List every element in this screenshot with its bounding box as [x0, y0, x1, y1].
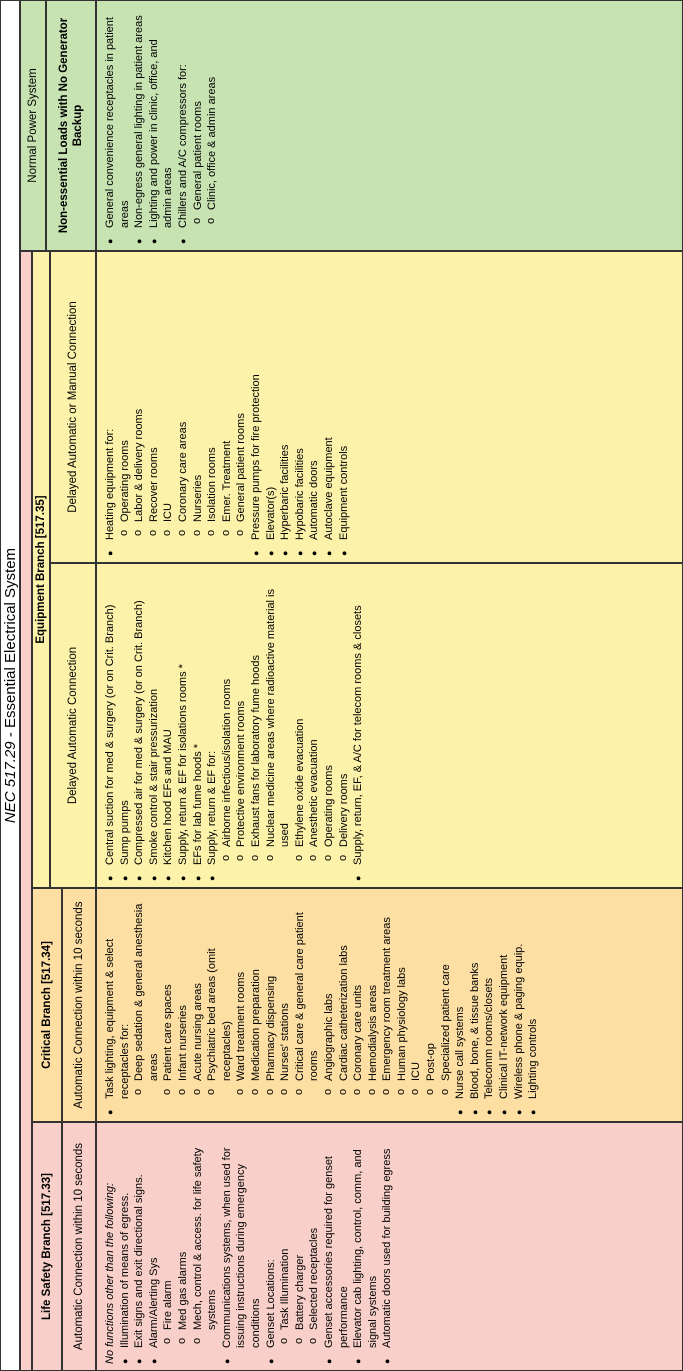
normal-system-header — [20, 0, 46, 251]
list-item: ● Exit signs and exit directional signs. — [132, 1129, 147, 1364]
list-item: ● Elevator cab lighting, control, comm, and signal systems — [351, 1129, 380, 1364]
list-item: ● Supply, return & EF for isolations rooms * — [176, 570, 191, 881]
nonessential-label: Non-essential Loads with No Generator Backup — [58, 17, 84, 234]
sub-list-item: o Delivery rooms — [337, 570, 352, 881]
sub-list-item: o Medication preparation — [249, 895, 264, 1115]
list-item: ● Clinical IT-network equipment — [497, 895, 512, 1115]
nonessential-header — [46, 0, 96, 251]
sub-list-item: o Specialized patient care — [439, 895, 454, 1115]
list-item: ● Genset Locations: — [264, 1129, 279, 1364]
sub-list-item: o Infant nurseries — [176, 895, 191, 1115]
sub-list-item: o Selected receptacles — [307, 1129, 322, 1364]
sub-list-item: o Recover rooms — [147, 258, 162, 556]
sub-list-item: o Nurseries — [191, 258, 206, 556]
sub-list-item: o Clinic, office & admin areas — [205, 7, 220, 244]
critical-branch-label: Critical Branch [517.34] — [41, 941, 53, 1069]
sub-list-item: o Ethylene oxide evacuation — [293, 570, 308, 881]
critical-connection — [62, 888, 96, 1122]
title-rest: - Essential Electrical System — [2, 547, 19, 742]
list-item: ● Lighting controls — [526, 895, 541, 1115]
life-safety-connection-label: Automatic Connection within 10 seconds — [73, 1142, 85, 1351]
sub-list-item: o Deep sedation & general anesthesia areas — [132, 895, 161, 1115]
delayed-auto-label: Delayed Automatic Connection — [67, 646, 79, 805]
list-item: ● Sump pumps — [118, 570, 133, 881]
sub-list-item: o Mech, control & access. for life safety systems — [191, 1129, 220, 1364]
sub-list-item: o Post-op — [424, 895, 439, 1115]
life-safety-connection — [62, 1122, 96, 1371]
list-item: ● Illumination of means of egress. — [118, 1129, 133, 1364]
list-item: ● Blood, bone, & tissue banks — [468, 895, 483, 1115]
sub-list-item: o Emergency room treatment areas — [380, 895, 395, 1115]
list-item: ● Wireless phone & paging equip. — [512, 895, 527, 1115]
list-item: ● Smoke control & stair pressurization — [147, 570, 162, 881]
sub-list-item: o Hemodialysis areas — [366, 895, 381, 1115]
equipment-manual-list — [96, 251, 683, 563]
sub-list-item: o Operating rooms — [322, 570, 337, 881]
equipment-delayed-auto-header — [50, 563, 96, 888]
sub-list-item: o Pharmacy dispensing — [264, 895, 279, 1115]
list-item: ● Heating equipment for: — [103, 258, 118, 556]
sub-list-item: o Coronary care areas — [176, 258, 191, 556]
list-item: ● Lighting and power in clinic, office, and admin areas — [147, 7, 176, 244]
sub-list-item: o ICU — [409, 895, 424, 1115]
sub-list-item: o Critical care & general care patient rooms — [293, 895, 322, 1115]
equipment-branch-label: Equipment Branch [517.35] — [35, 495, 47, 644]
equipment-manual-items — [103, 258, 351, 556]
sub-list-item: o Human physiology labs — [395, 895, 410, 1115]
life-safety-items — [118, 1129, 395, 1364]
list-item: ● Task lighting, equipment & select receptacles for: — [103, 895, 132, 1115]
list-item: ● Kitchen hood EFs and MAU — [161, 570, 176, 881]
list-item: ● Autoclave equipment — [322, 258, 337, 556]
sub-list-item: o Anesthetic evacuation — [307, 570, 322, 881]
equipment-auto-list — [96, 563, 683, 888]
sub-list-item: o General patient rooms — [234, 258, 249, 556]
sub-list-item: o Patient care spaces — [161, 895, 176, 1115]
list-item: ● Alarm/Alerting Sys — [147, 1129, 162, 1364]
list-item: ● General convenience receptacles in patient areas — [103, 7, 132, 244]
nonessential-items — [103, 7, 220, 244]
page-title — [0, 0, 20, 1371]
list-item: ● Chillers and A/C compressors for: — [176, 7, 191, 244]
sub-list-item: o Isolation rooms — [205, 258, 220, 556]
sub-list-item: o Battery charger — [293, 1129, 308, 1364]
critical-items — [103, 895, 541, 1115]
list-item: ● Telecomm rooms/closets — [482, 895, 497, 1115]
sub-list-item: o Nurses' stations — [278, 895, 293, 1115]
list-item: ● Hyperbaric facilities — [278, 258, 293, 556]
list-item: ● Automatic doors used for building egress — [380, 1129, 395, 1364]
pink-band — [20, 251, 32, 1371]
sub-list-item: o Acute nursing areas — [191, 895, 206, 1115]
equipment-branch-header — [32, 251, 50, 888]
sub-list-item: o Airborne infectious/isolation rooms — [220, 570, 235, 881]
list-item: ● Nurse call systems — [453, 895, 468, 1115]
sub-list-item: o Exhaust fans for laboratory fume hoods — [249, 570, 264, 881]
list-item: ● Automatic doors — [307, 258, 322, 556]
sub-list-item: o General patient rooms — [191, 7, 206, 244]
sub-list-item: o Cardiac catheterization labs — [337, 895, 352, 1115]
sub-list-item: o Ward treatment rooms — [234, 895, 249, 1115]
life-safety-branch-header — [32, 1122, 62, 1371]
normal-system-label: Normal Power System — [27, 68, 39, 183]
list-item: ● Pressure pumps for fire protection — [249, 258, 264, 556]
list-item: ● EFs for lab fume hoods * — [191, 570, 206, 881]
sub-list-item: o Task Illumination — [278, 1129, 293, 1364]
sub-list-item: o Nuclear medicine areas where radioactive material is used — [264, 570, 293, 881]
life-safety-intro: No functions other than the following: — [104, 1182, 116, 1364]
list-item: ● Non-egress general lighting in patient areas — [132, 7, 147, 244]
list-item: ● Compressed air for med & surgery (or on Crit. Branch) — [132, 570, 147, 881]
list-item: ● Supply, return & EF for: — [205, 570, 220, 881]
delayed-manual-label: Delayed Automatic or Manual Connection — [67, 301, 79, 513]
sub-list-item: o Emer. Treatment — [220, 258, 235, 556]
sub-list-item: o Labor & delivery rooms — [132, 258, 147, 556]
list-item: ● Supply, return, EF, & A/C for telecom rooms & closets — [351, 570, 366, 881]
sub-list-item: o Angiographic labs — [322, 895, 337, 1115]
equipment-delayed-manual-header — [50, 251, 96, 563]
list-item: ● Genset accessories required for genset performance — [322, 1129, 351, 1364]
critical-connection-label: Automatic Connection within 10 seconds — [73, 901, 85, 1109]
sub-list-item: o Protective environment rooms — [234, 570, 249, 881]
life-safety-branch-label: Life Safety Branch [517.33] — [41, 1173, 53, 1321]
life-safety-list — [96, 1122, 683, 1371]
nonessential-list — [96, 0, 683, 251]
list-item: ● Communications systems, when used for issuing instructions during emergency conditions — [220, 1129, 264, 1364]
critical-branch-header — [32, 888, 62, 1122]
sub-list-item: o Operating rooms — [118, 258, 133, 556]
list-item: ● Equipment controls — [337, 258, 352, 556]
sub-list-item: o Psychiatric bed areas (omit receptacles) — [205, 895, 234, 1115]
list-item: ● Hypobaric facilities — [293, 258, 308, 556]
list-item: ● Central suction for med & surgery (or on Crit. Branch) — [103, 570, 118, 881]
sub-list-item: o Fire alarm — [161, 1129, 176, 1364]
sub-list-item: o ICU — [161, 258, 176, 556]
equipment-auto-items — [103, 570, 366, 881]
sub-list-item: o Coronary care units — [351, 895, 366, 1115]
list-item: ● Elevator(s) — [264, 258, 279, 556]
sub-list-item: o Med gas alarms — [176, 1129, 191, 1364]
title-code: NEC 517.29 — [2, 741, 19, 824]
critical-list — [96, 888, 683, 1122]
